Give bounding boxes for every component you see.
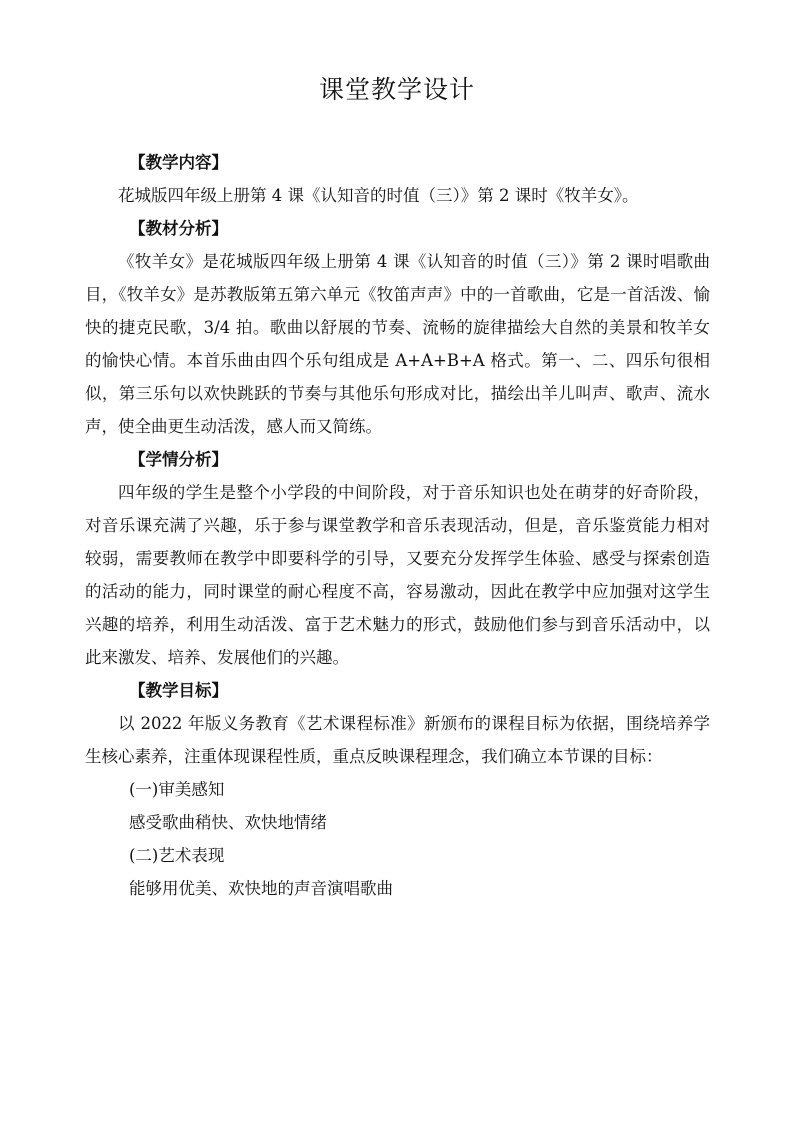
student-analysis-text: 四年级的学生是整个小学段的中间阶段，对于音乐知识也处在萌芽的好奇阶段，对音乐课充满了兴趣，乐于参与课堂教学和音乐表现活动，但是，音乐鉴赏能力相对较弱，需要教师在教学中即要科学的引导，又要充分发挥学生体验、感受与探索创造的活动的能力，同时课堂的耐心程度不高，容易激动，因此在教学中应加强对这学生兴趣的培养，利用生动活泼、富于艺术魅力的形式，鼓励他们参与到音乐活动中，以此来激发、培养、发展他们的兴趣。 [85,483,710,667]
section-heading-student-analysis: 【学情分析】 [129,450,228,469]
section-heading-teaching-content: 【教学内容】 [129,153,228,172]
teaching-goals-text: 以 2022 年版义务教育《艺术课程标准》新颁布的课程目标为依据，围绕培养学生核心素养，注重体现课程性质，重点反映课程理念，我们确立本节课的目标： [85,714,710,766]
document-body [85,146,710,905]
document-title: 课堂教学设计 [318,75,475,104]
goal-item-description: 能够用优美、欢快地的声音演唱歌曲 [129,879,393,898]
goal-item-label: (一)审美感知 [129,780,225,799]
goal-item-label: (二)艺术表现 [129,846,225,865]
section-heading-material-analysis: 【教材分析】 [129,219,228,238]
goal-item-description: 感受歌曲稍快、欢快地情绪 [129,813,327,832]
material-analysis-text: 《牧羊女》是花城版四年级上册第 4 课《认知音的时值（三）》第 2 课时唱歌曲目，《牧羊女》是苏教版第五第六单元《牧笛声声》中的一首歌曲，它是一首活泼、愉快的捷克民歌，3/4 拍。歌曲以舒展的节奏、流畅的旋律描绘大自然的美景和牧羊女的愉快心情。本首乐曲由四个乐句组成是 A+A+B+A 格式。第一、二、四乐句很相似，第三乐句以欢快跳跃的节奏与其他乐句形成对比，描绘出羊儿叫声、歌声、流水声，使全曲更生动活泼，感人而又简练。 [85,252,710,436]
teaching-content-text: 花城版四年级上册第 4 课《认知音的时值（三）》第 2 课时《牧羊女》。 [118,186,639,205]
section-heading-teaching-goals: 【教学目标】 [129,681,228,700]
